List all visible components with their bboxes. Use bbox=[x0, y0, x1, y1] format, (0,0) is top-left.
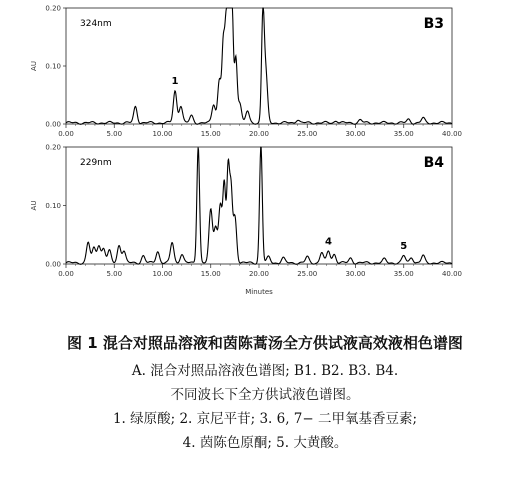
y-tick-label: 0.20 bbox=[45, 143, 61, 152]
caption-line-3: 1. 绿原酸; 2. 京尼平苷; 3. 6, 7− 二甲氧基香豆素; bbox=[112, 411, 418, 427]
y-tick-label: 0.00 bbox=[45, 260, 61, 269]
caption-line-1: A. 混合对照品溶液色谱图; B1. B2. B3. B4. bbox=[131, 363, 399, 379]
plot-frame bbox=[66, 8, 452, 124]
y-axis-title: AU bbox=[30, 200, 38, 211]
x-tick-label: 30.00 bbox=[345, 270, 366, 278]
x-tick-label: 0.00 bbox=[58, 270, 74, 278]
x-tick-label: 20.00 bbox=[248, 270, 270, 278]
peak-label-5: 5 bbox=[400, 240, 408, 252]
chromatogram-panel-b4 bbox=[30, 144, 462, 297]
y-axis-title: AU bbox=[30, 61, 38, 71]
y-tick-label: 0.00 bbox=[45, 120, 61, 129]
x-tick-label: 5.00 bbox=[106, 270, 123, 278]
x-tick-label: 30.00 bbox=[345, 130, 366, 138]
wavelength-label: 229nm bbox=[80, 158, 112, 168]
caption-line-4: 4. 茵陈色原酮; 5. 大黄酸。 bbox=[182, 435, 348, 451]
x-tick-label: 0.00 bbox=[58, 130, 74, 138]
caption-line-2: 不同波长下全方供试液色谱图。 bbox=[170, 387, 360, 403]
x-axis-title: Minutes bbox=[245, 288, 273, 296]
x-tick-label: 35.00 bbox=[393, 130, 414, 138]
x-tick-label: 40.00 bbox=[441, 270, 463, 278]
x-tick-label: 25.00 bbox=[297, 270, 318, 278]
panel-tag: B3 bbox=[423, 16, 444, 32]
y-tick-label: 0.20 bbox=[45, 4, 61, 13]
chromatogram-panel-b3 bbox=[30, 5, 462, 139]
figure-caption bbox=[0, 332, 530, 455]
wavelength-label: 324nm bbox=[80, 19, 112, 29]
x-tick-label: 35.00 bbox=[393, 270, 414, 278]
y-tick-label: 0.10 bbox=[45, 62, 61, 71]
x-tick-label: 40.00 bbox=[441, 130, 463, 138]
y-tick-label: 0.10 bbox=[45, 202, 61, 210]
x-tick-label: 20.00 bbox=[248, 130, 270, 138]
panel-tag: B4 bbox=[423, 155, 444, 171]
peak-label-4: 4 bbox=[324, 236, 332, 248]
caption-title: 图 1 混合对照品溶液和茵陈蒿汤全方供试液高效液相色谱图 bbox=[67, 334, 463, 352]
peak-label-1: 1 bbox=[171, 76, 179, 88]
x-tick-label: 15.00 bbox=[200, 130, 221, 138]
x-tick-label: 15.00 bbox=[200, 270, 221, 278]
chromatogram-trace bbox=[66, 147, 452, 264]
x-tick-label: 5.00 bbox=[106, 130, 123, 138]
chromatogram-trace bbox=[66, 8, 452, 124]
x-tick-label: 10.00 bbox=[152, 130, 173, 138]
x-tick-label: 10.00 bbox=[152, 270, 173, 278]
x-tick-label: 25.00 bbox=[297, 130, 318, 138]
